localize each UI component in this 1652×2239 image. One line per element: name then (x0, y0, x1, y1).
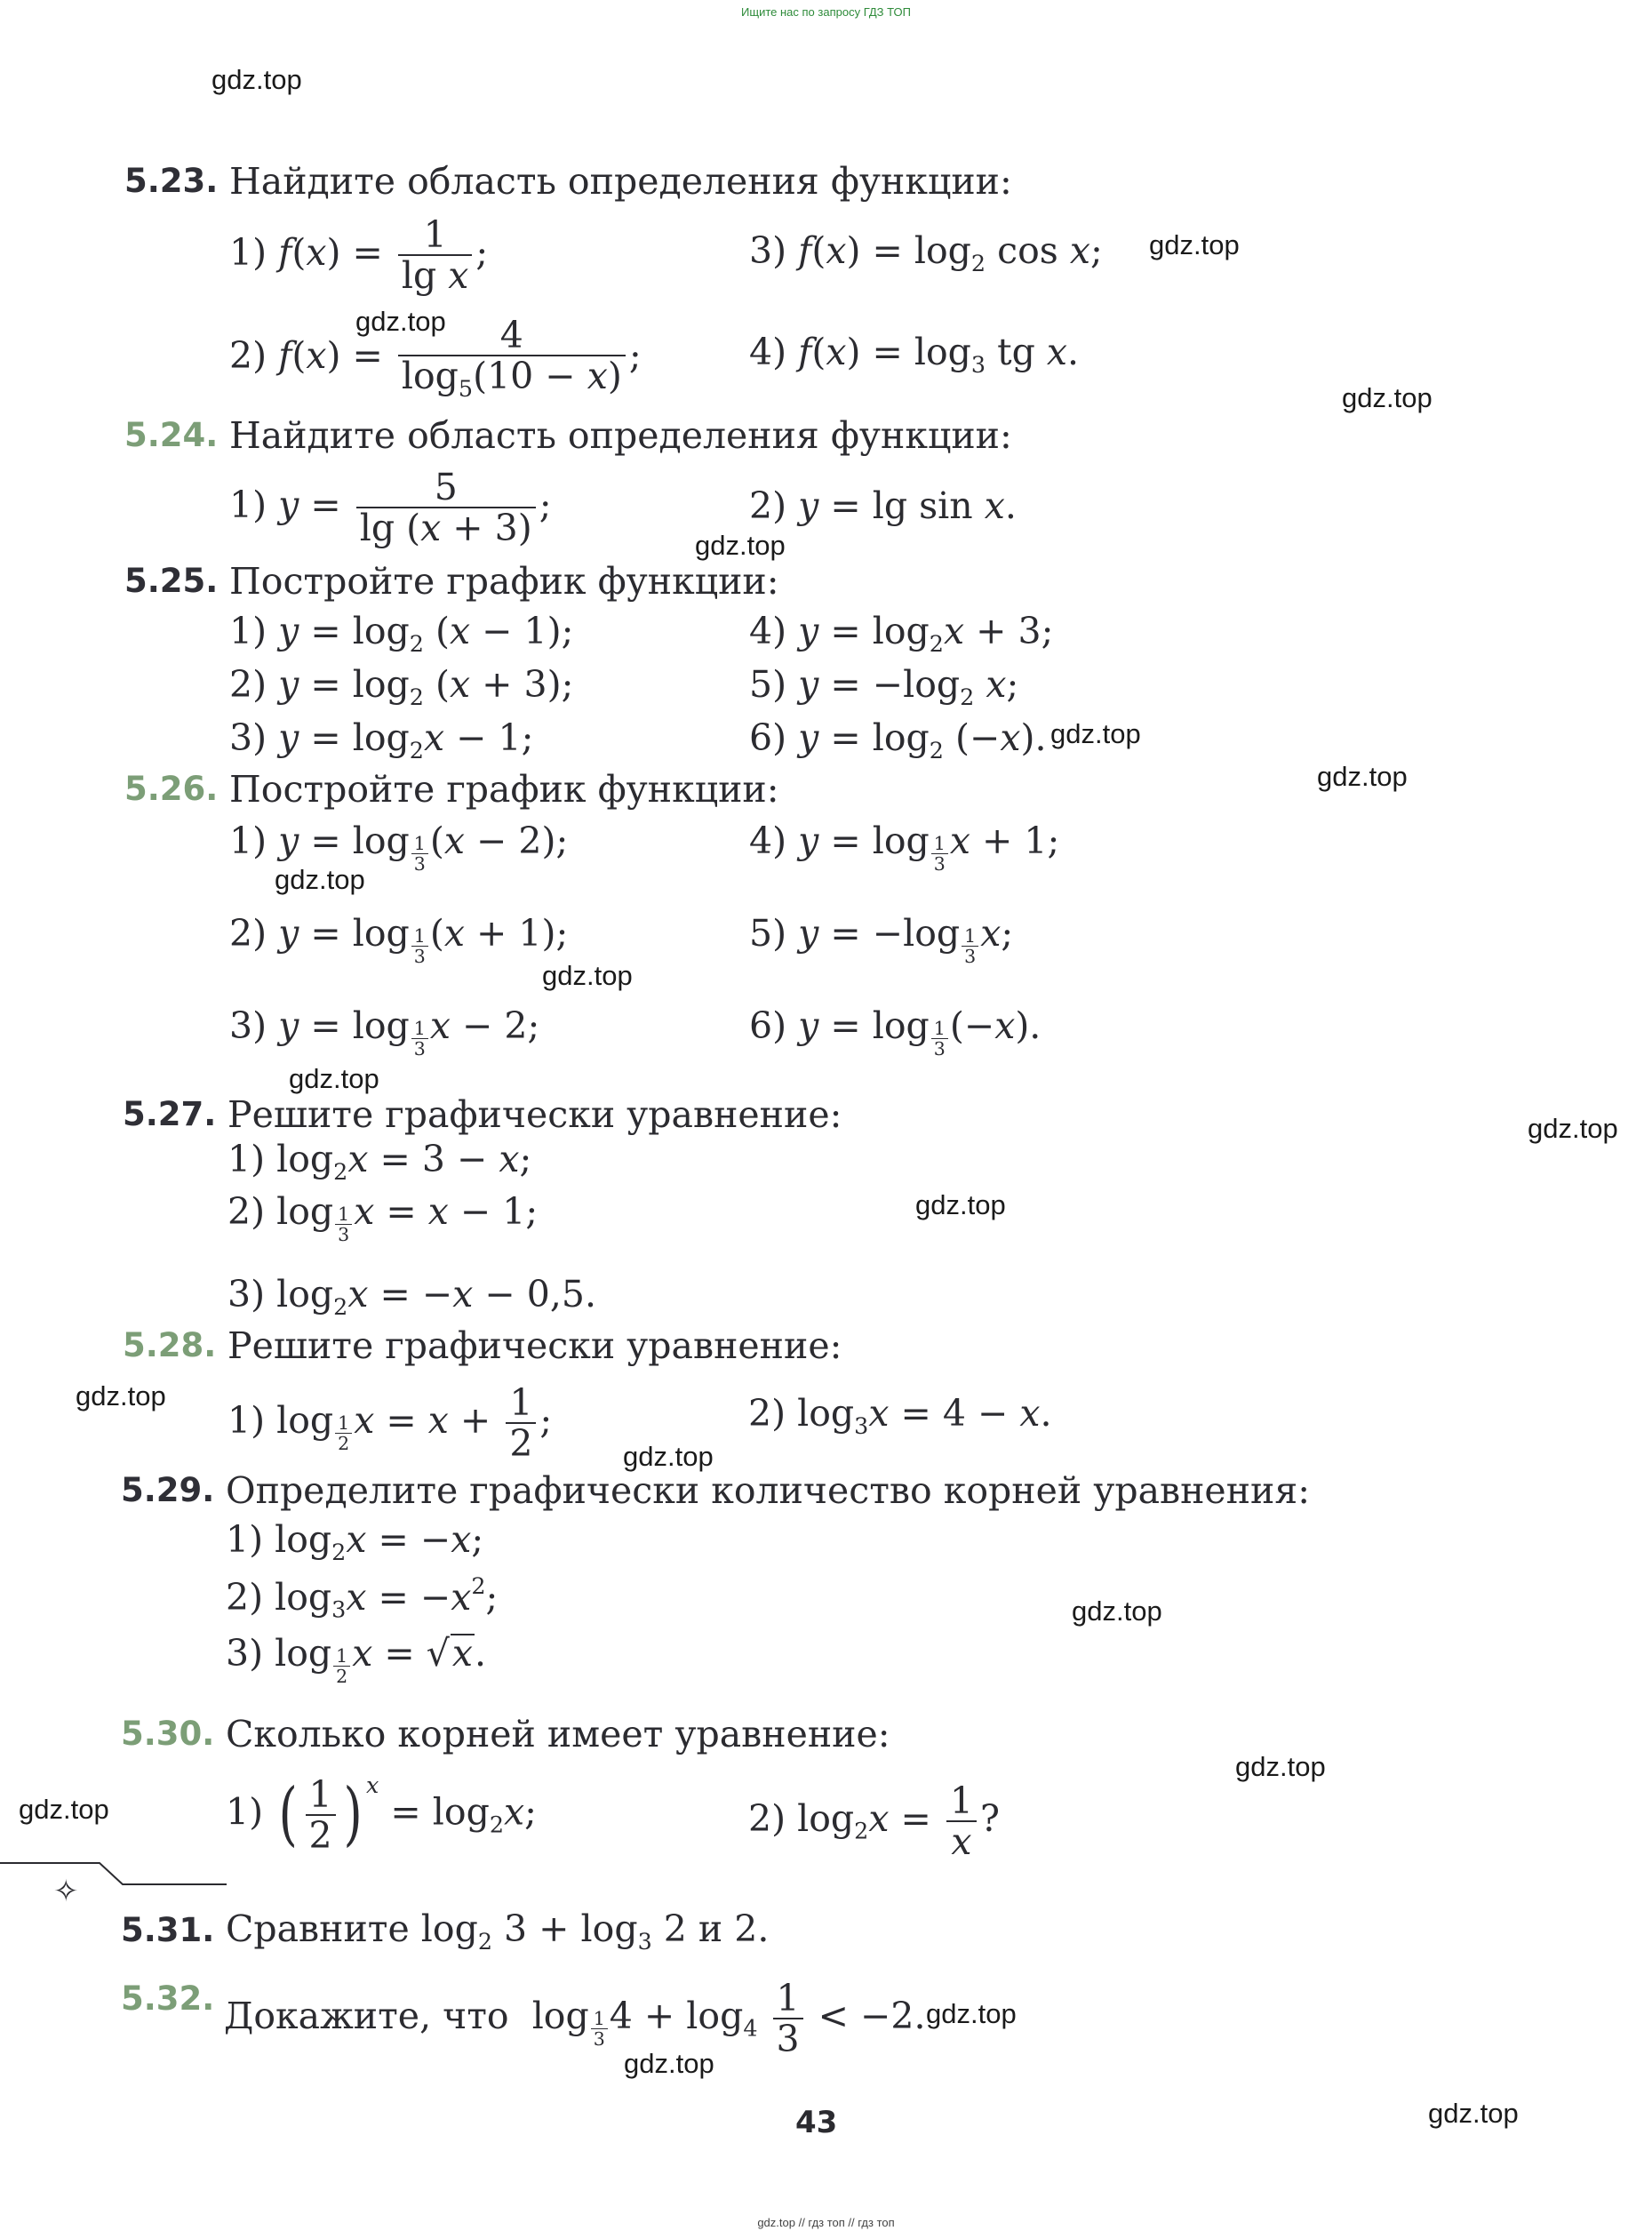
problem-item: 2) $\log_3x = 4 - x$. (748, 1392, 1052, 1439)
problem-title: Сколько корней имеет уравнение: (226, 1713, 890, 1755)
watermark: gdz.top (76, 1380, 166, 1411)
problem-title: Найдите область определения функции: (229, 414, 1012, 457)
watermark: gdz.top (1317, 761, 1408, 792)
problem-item: 1) y = log $\frac{1}{3}$ (x − 2); (229, 820, 569, 876)
problem-number: 5.24. (124, 416, 219, 454)
watermark: gdz.top (542, 960, 633, 991)
problem-title: Постройте график функции: (229, 560, 779, 603)
problem-item: 4) $y = \log_2x + 3$; (749, 610, 1054, 657)
problem-item: 3) $f(x) = \log_2 \cos x$; (749, 229, 1103, 276)
problem-item: Сравните $\log_2 3 + \log_3 2$ и 2. (226, 1907, 770, 1955)
problem-title: Решите графически уравнение: (227, 1093, 842, 1136)
problem-item: 1) $\log_2x = 3 - x$; (227, 1138, 532, 1185)
problem-item: 2) $\log_2x$ = $\frac{1}{x}$ ? (748, 1779, 1000, 1864)
problem-item: 4) $f(x) = \log_3$ tg x. (749, 331, 1080, 378)
problem-item: 6) y = log $\frac{1}{3}$ (−x). (749, 1004, 1041, 1060)
problem-item: 1) ( $\frac{1}{2}$ ) $^x = \log_2x$; (226, 1771, 537, 1858)
problem-item: 3) $\log_2x = -x - 0,5$. (227, 1273, 597, 1320)
problem-item: 5) $y = -\log_2$ x; (749, 663, 1019, 710)
problem-item: 1) $\log_2x = -x$; (226, 1518, 484, 1565)
header-note: Ищите нас по запросу ГДЗ ТОП (741, 5, 911, 19)
watermark: gdz.top (355, 306, 446, 337)
watermark: gdz.top (289, 1063, 379, 1094)
problem-item: Докажите, что log $\frac{1}{3}$ $4 + \log_4$ $\frac{1}{3}$ < −2. (224, 1977, 926, 2061)
watermark: gdz.top (926, 1998, 1017, 2029)
problem-item: 1) f(x) = $\frac{1}{\text{lg x}}$ ; (229, 213, 489, 298)
problem-title: Определите графически количество корней уравнения: (226, 1469, 1311, 1512)
problem-number: 5.31. (121, 1911, 215, 1949)
problem-item: 5) y = −log $\frac{1}{3}$ x; (749, 912, 1014, 968)
problem-item: 3) log $\frac{1}{2}$ x = √x. (226, 1632, 487, 1688)
problem-item: 1) $y = \log_2 (x - 1)$; (229, 610, 574, 657)
watermark: gdz.top (1428, 2098, 1519, 2129)
problem-title: Решите графически уравнение: (227, 1324, 842, 1367)
problem-number: 5.32. (121, 1979, 215, 2018)
problem-title: Найдите область определения функции: (229, 160, 1012, 203)
problem-number: 5.27. (123, 1095, 217, 1133)
problem-item: 2) y = log $\frac{1}{3}$ (x + 1); (229, 912, 569, 968)
page-number: 43 (795, 2105, 838, 2140)
problem-item: 3) $y = \log_2x - 1$; (229, 716, 534, 764)
problem-number: 5.30. (121, 1715, 215, 1753)
section-divider (0, 1858, 231, 1893)
problem-item: 6) $y = \log_2 (-x)$. (749, 716, 1047, 764)
problem-item: 1) log $\frac{1}{2}$ x = x + $\frac{1}{2}$ ; (227, 1381, 553, 1466)
problem-item: 2) f(x) = $\frac{4}{\log_5(10 - x)}$ ; (229, 314, 642, 403)
problem-item: 2) $\log_3x = -x^2$; (226, 1572, 499, 1623)
watermark: gdz.top (1050, 718, 1141, 749)
footer-note: gdz.top // гдз топ // гдз топ (757, 2216, 895, 2229)
problem-item: 3) y = log $\frac{1}{3}$ x − 2; (229, 1004, 540, 1060)
watermark: gdz.top (624, 2048, 714, 2079)
problem-item: 4) y = log $\frac{1}{3}$ x + 1; (749, 820, 1060, 876)
problem-number: 5.23. (124, 162, 219, 200)
problem-number: 5.25. (124, 562, 219, 600)
watermark: gdz.top (1235, 1751, 1326, 1782)
watermark: gdz.top (275, 864, 365, 895)
watermark: gdz.top (1072, 1595, 1162, 1627)
watermark: gdz.top (19, 1794, 109, 1825)
watermark: gdz.top (1528, 1113, 1618, 1144)
problem-item: 2) $y = \log_2 (x + 3)$; (229, 663, 574, 710)
watermark: gdz.top (695, 530, 786, 561)
problem-item: 2) y = lg sin x. (749, 484, 1017, 527)
problem-number: 5.28. (123, 1326, 217, 1364)
watermark: gdz.top (1342, 382, 1433, 413)
watermark: gdz.top (211, 64, 302, 95)
watermark: gdz.top (1149, 229, 1240, 260)
problem-item: 1) y = $\frac{5}{\lg (x + 3)}$ ; (229, 466, 552, 550)
problem-number: 5.29. (121, 1471, 215, 1509)
problem-item: 2) log $\frac{1}{3}$ x = x − 1; (227, 1190, 539, 1246)
problem-number: 5.26. (124, 770, 219, 808)
watermark: gdz.top (623, 1441, 714, 1472)
watermark: gdz.top (915, 1189, 1006, 1220)
problem-title: Постройте график функции: (229, 768, 779, 811)
star-icon: ✧ (53, 1874, 79, 1909)
